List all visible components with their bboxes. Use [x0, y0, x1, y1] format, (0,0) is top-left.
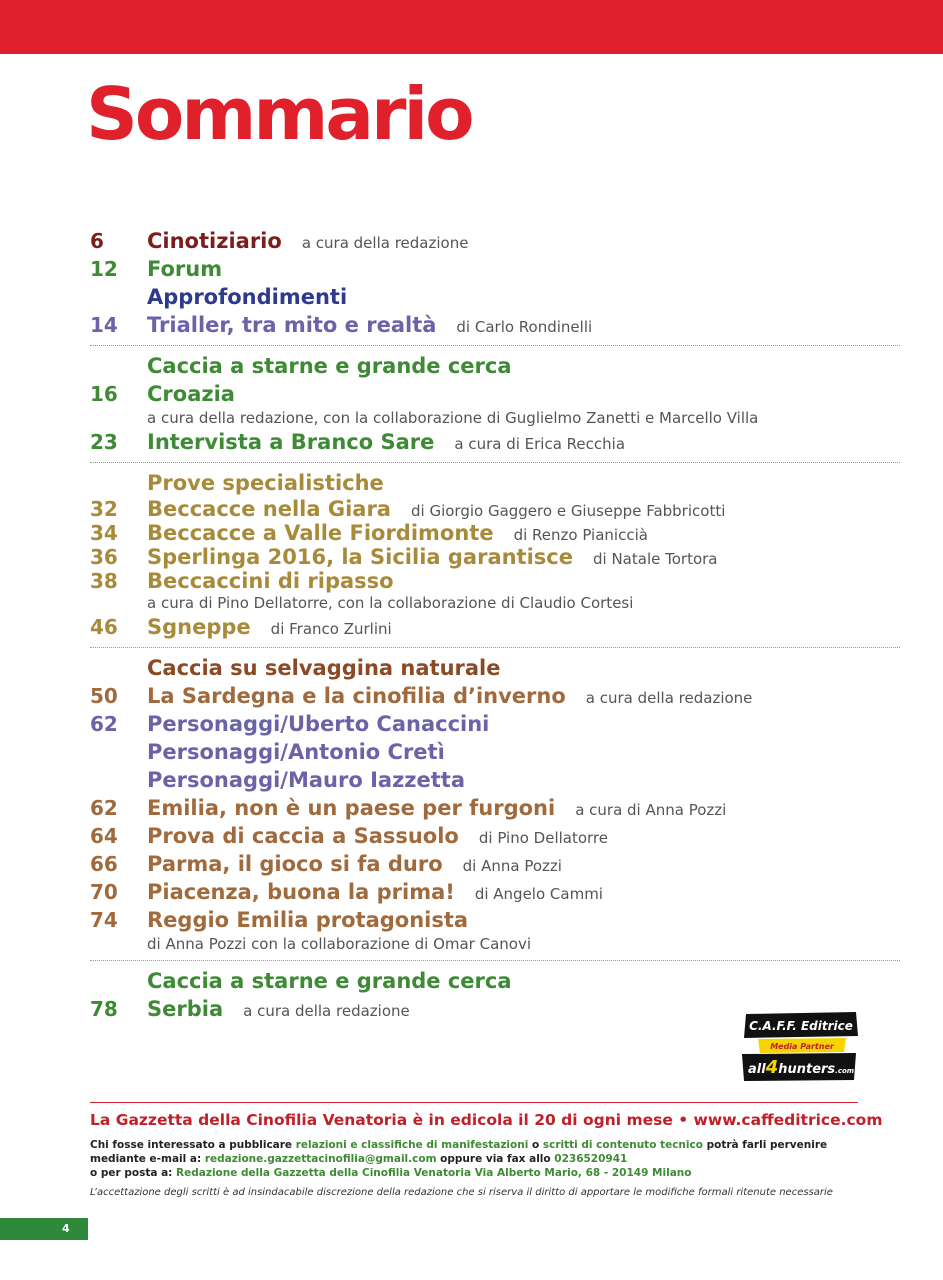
logo-publisher-text: C.A.F.F. Editrice [749, 1019, 853, 1033]
section-title: Caccia a starne e grande cerca [147, 969, 512, 993]
section-heading [90, 469, 900, 497]
article-author: di Angelo Cammi [474, 885, 603, 903]
page-number: 62 [90, 712, 118, 736]
section-title: Caccia su selvaggina naturale [147, 656, 501, 680]
article-title: Personaggi/Uberto Canaccini [147, 712, 490, 736]
fax-number: 0236520941 [554, 1153, 628, 1165]
toc-entry[interactable] [90, 850, 900, 878]
article-author: di Carlo Rondinelli [456, 318, 593, 336]
article-title: Parma, il gioco si fa duro [147, 852, 443, 876]
article-author: di Renzo Pianiccià [513, 526, 648, 544]
info-text: o [528, 1139, 543, 1151]
article-title: Emilia, non è un paese per furgoni [147, 796, 556, 820]
toc-entry[interactable] [90, 497, 900, 521]
article-author: di Giorgio Gaggero e Giuseppe Fabbricotti [410, 502, 726, 520]
toc-entry[interactable] [90, 822, 900, 850]
toc-entry[interactable] [90, 227, 900, 255]
article-author: di Anna Pozzi con la collaborazione di Omar Canovi [147, 935, 532, 953]
article-title: Personaggi/Mauro Iazzetta [147, 768, 466, 792]
toc-entry[interactable] [90, 710, 900, 738]
info-highlight: relazioni e classifiche di manifestazioni [295, 1139, 529, 1151]
toc-entry[interactable] [90, 311, 900, 339]
page-number: 74 [90, 908, 118, 932]
top-color-bar [0, 0, 943, 54]
toc-entry[interactable] [90, 569, 900, 593]
article-title: Croazia [147, 382, 235, 406]
article-title: Sperlinga 2016, la Sicilia garantisce [147, 545, 573, 569]
page-number-tab: 4 [0, 1218, 88, 1240]
article-author: a cura della redazione, con la collaborazione di Guglielmo Zanetti e Marcello Villa [147, 409, 759, 427]
postal-address: Redazione della Gazzetta della Cinofilia Venatoria Via Alberto Mario, 68 - 20149 Milano [176, 1167, 692, 1179]
toc-entry[interactable] [90, 794, 900, 822]
toc-credit-line [90, 934, 900, 954]
info-text: potrà farli pervenire [702, 1139, 828, 1151]
toc-credit-line [90, 593, 900, 613]
article-author: a cura di Erica Recchia [454, 435, 626, 453]
article-title: Reggio Emilia protagonista [147, 908, 469, 932]
article-author: a cura della redazione [585, 689, 753, 707]
toc-entry[interactable] [90, 682, 900, 710]
logo-all-text: all4hunters.com [748, 1057, 855, 1078]
toc-entry[interactable] [90, 545, 900, 569]
article-author: a cura di Anna Pozzi [575, 801, 727, 819]
page-number: 23 [90, 430, 118, 454]
article-title: Serbia [147, 997, 224, 1021]
toc-entry[interactable] [90, 738, 900, 766]
toc-entry[interactable] [90, 380, 900, 408]
article-author: a cura della redazione [243, 1002, 410, 1020]
page-number: 46 [90, 615, 118, 639]
section-title: Caccia a starne e grande cerca [147, 354, 512, 378]
article-title: Beccaccini di ripasso [147, 569, 394, 593]
page-number: 16 [90, 382, 118, 406]
page-number: 78 [90, 997, 118, 1021]
toc-credit-line [90, 408, 900, 428]
article-author: di Anna Pozzi [462, 857, 562, 875]
section-heading [90, 352, 900, 380]
article-title: Beccacce nella Giara [147, 497, 391, 521]
toc-entry[interactable] [90, 428, 900, 456]
page-number: 50 [90, 684, 118, 708]
article-title: Piacenza, buona la prima! [147, 880, 455, 904]
section-heading [90, 967, 900, 995]
dotted-divider [90, 345, 900, 346]
page-title: Sommario [86, 72, 472, 156]
toc-entry[interactable] [90, 906, 900, 934]
page-number: 34 [90, 521, 118, 545]
article-title: Beccacce a Valle Fiordimonte [147, 521, 494, 545]
footer-disclaimer: L’accettazione degli scritti è ad insindacabile discrezione della redazione che si riserva il diritto di apportare le modifiche formali ritenute necessarie [90, 1187, 833, 1198]
article-title: La Sardegna e la cinofilia d’inverno [147, 684, 566, 708]
article-title: Trialler, tra mito e realtà [147, 313, 437, 337]
email-link[interactable]: redazione.gazzettacinofilia@gmail.com [204, 1153, 437, 1165]
page-number: 36 [90, 545, 118, 569]
toc-entry[interactable] [90, 766, 900, 794]
table-of-contents [90, 227, 900, 1023]
toc-entry[interactable] [90, 255, 900, 283]
section-title: Prove specialistiche [147, 471, 384, 495]
caff-editrice-logo[interactable] [740, 1010, 860, 1082]
article-author: a cura della redazione [301, 234, 469, 252]
page-number: 66 [90, 852, 118, 876]
footer-submission-info [90, 1138, 870, 1180]
info-text: Chi fosse interessato a pubblicare [90, 1139, 296, 1151]
footer-divider [90, 1102, 858, 1103]
footer-announcement: La Gazzetta della Cinofilia Venatoria è in edicola il 20 di ogni mese • www.caffeditrice.com [90, 1111, 883, 1129]
page-number: 62 [90, 796, 118, 820]
section-title: Approfondimenti [147, 285, 348, 309]
article-title: Forum [147, 257, 223, 281]
toc-entry[interactable] [90, 521, 900, 545]
page-number: 12 [90, 257, 118, 281]
article-author: di Franco Zurlini [270, 620, 392, 638]
article-author: di Pino Dellatorre [478, 829, 609, 847]
info-highlight: scritti di contenuto tecnico [542, 1139, 703, 1151]
article-title: Intervista a Branco Sare [147, 430, 435, 454]
dotted-divider [90, 960, 900, 961]
article-title: Sgneppe [147, 615, 251, 639]
article-author: di Natale Tortora [593, 550, 718, 568]
article-title: Personaggi/Antonio Cretì [147, 740, 445, 764]
article-author: a cura di Pino Dellatorre, con la collaborazione di Claudio Cortesi [147, 594, 634, 612]
toc-entry[interactable] [90, 878, 900, 906]
page-number: 64 [90, 824, 118, 848]
article-title: Cinotiziario [147, 229, 282, 253]
page-number: 70 [90, 880, 118, 904]
page-number: 14 [90, 313, 118, 337]
dotted-divider [90, 462, 900, 463]
page-number: 6 [90, 229, 104, 253]
logo-media-partner-text: Media Partner [770, 1042, 834, 1051]
info-text: mediante e-mail a: [90, 1153, 205, 1165]
info-text: oppure via fax allo [436, 1153, 555, 1165]
article-title: Prova di caccia a Sassuolo [147, 824, 459, 848]
dotted-divider [90, 647, 900, 648]
page-number: 32 [90, 497, 118, 521]
section-heading [90, 283, 900, 311]
section-heading [90, 654, 900, 682]
toc-entry[interactable] [90, 613, 900, 641]
page-number: 38 [90, 569, 118, 593]
info-text: o per posta a: [90, 1167, 177, 1179]
